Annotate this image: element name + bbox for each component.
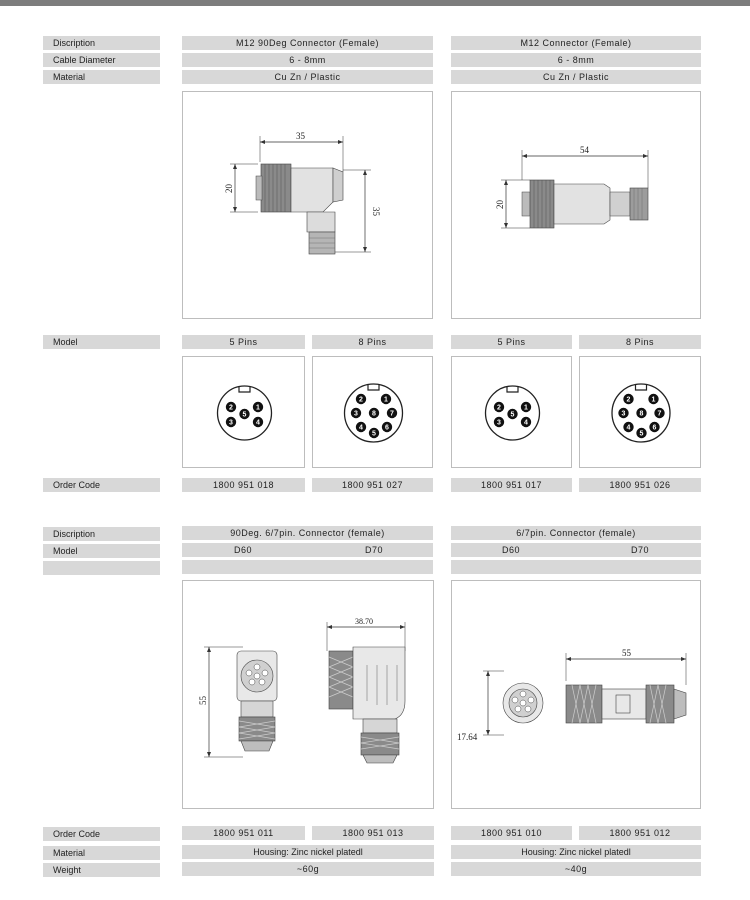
model-d60-right: D60 xyxy=(502,545,521,555)
svg-text:7: 7 xyxy=(657,410,662,418)
order-code-2: 1800 951 027 xyxy=(312,478,433,492)
material-left-2: Housing: Zinc nickel platedl xyxy=(182,845,434,859)
dim-width-label-3: 55 xyxy=(622,648,631,658)
pin-diagram-5-left xyxy=(182,356,305,468)
dim-height-label: 20 xyxy=(495,200,505,209)
cable-diameter-right: 6 - 8mm xyxy=(451,53,701,67)
svg-text:2: 2 xyxy=(497,404,501,412)
dim-width-label: 35 xyxy=(296,131,305,141)
order-code-8: 1800 951 012 xyxy=(579,826,701,840)
weight-right: ~40g xyxy=(451,862,701,876)
pin-diagram-8-right xyxy=(579,356,701,468)
svg-text:6: 6 xyxy=(385,424,389,432)
svg-text:1: 1 xyxy=(256,404,260,412)
svg-text:5: 5 xyxy=(372,430,376,438)
dim-width-label-2: 38.70 xyxy=(355,617,373,626)
material-right-2: Housing: Zinc nickel platedl xyxy=(451,845,701,859)
svg-text:4: 4 xyxy=(359,424,363,432)
dim-width-label: 54 xyxy=(580,145,589,155)
svg-text:4: 4 xyxy=(256,419,260,427)
model-5pins-right: 5 Pins xyxy=(451,335,572,349)
m12-90deg-drawing xyxy=(182,91,433,319)
svg-text:1: 1 xyxy=(651,396,656,404)
order-code-label-2: Order Code xyxy=(43,827,160,841)
cable-diameter-left: 6 - 8mm xyxy=(182,53,433,67)
discription-label-2: Discription xyxy=(43,527,160,541)
material-left: Cu Zn / Plastic xyxy=(182,70,433,84)
svg-text:2: 2 xyxy=(229,404,233,412)
svg-text:5: 5 xyxy=(242,411,247,419)
svg-text:5: 5 xyxy=(639,430,644,438)
svg-text:3: 3 xyxy=(229,419,233,427)
model-label-2: Model xyxy=(43,544,160,558)
model-d60-left: D60 xyxy=(234,545,253,555)
model-8pins-left: 8 Pins xyxy=(312,335,433,349)
dim-side-label: 35 xyxy=(371,207,381,216)
svg-text:5: 5 xyxy=(510,411,515,419)
svg-text:8: 8 xyxy=(639,410,644,418)
discription-right: M12 Connector (Female) xyxy=(451,36,701,50)
model-d70-right: D70 xyxy=(631,545,650,555)
material-label-2: Material xyxy=(43,846,160,860)
model-label: Model xyxy=(43,335,160,349)
discription-right-2: 6/7pin. Connector (female) xyxy=(451,526,701,540)
blank-left xyxy=(182,560,433,574)
model-8pins-right: 8 Pins xyxy=(579,335,701,349)
svg-text:2: 2 xyxy=(626,396,631,404)
order-code-7: 1800 951 010 xyxy=(451,826,572,840)
order-code-1: 1800 951 018 xyxy=(182,478,305,492)
dim-height-label: 20 xyxy=(224,184,234,193)
svg-text:4: 4 xyxy=(626,424,631,432)
order-code-4: 1800 951 026 xyxy=(579,478,701,492)
model-d70-left: D70 xyxy=(365,545,384,555)
svg-text:6: 6 xyxy=(652,424,657,432)
model-row-right xyxy=(451,543,701,557)
dim-height-label-2: 55 xyxy=(198,696,208,705)
order-code-5: 1800 951 011 xyxy=(182,826,305,840)
m12-straight-drawing xyxy=(451,91,701,319)
top-bar xyxy=(0,0,750,6)
svg-text:2: 2 xyxy=(359,396,363,404)
pin-diagram-5-right xyxy=(451,356,572,468)
svg-text:3: 3 xyxy=(497,419,501,427)
d-series-90deg-drawing xyxy=(182,580,434,809)
material-right: Cu Zn / Plastic xyxy=(451,70,701,84)
model-row-left xyxy=(182,543,433,557)
svg-text:3: 3 xyxy=(354,410,358,418)
svg-text:7: 7 xyxy=(390,410,394,418)
weight-label: Weight xyxy=(43,863,160,877)
cable-diameter-label: Cable Diameter xyxy=(43,53,160,67)
discription-left-2: 90Deg. 6/7pin. Connector (female) xyxy=(182,526,433,540)
blank-label xyxy=(43,561,160,575)
material-label: Material xyxy=(43,70,160,84)
svg-text:1: 1 xyxy=(384,396,388,404)
pin-diagram-8-left xyxy=(312,356,433,468)
d-series-straight-drawing xyxy=(451,580,701,809)
discription-left: M12 90Deg Connector (Female) xyxy=(182,36,433,50)
blank-right xyxy=(451,560,701,574)
discription-label: Discription xyxy=(43,36,160,50)
weight-left: ~60g xyxy=(182,862,434,876)
order-code-label: Order Code xyxy=(43,478,160,492)
order-code-6: 1800 951 013 xyxy=(312,826,434,840)
dim-height-label-3: 17.64 xyxy=(457,732,478,742)
svg-text:3: 3 xyxy=(621,410,626,418)
svg-text:8: 8 xyxy=(372,410,376,418)
order-code-3: 1800 951 017 xyxy=(451,478,572,492)
model-5pins-left: 5 Pins xyxy=(182,335,305,349)
svg-text:1: 1 xyxy=(524,404,528,412)
svg-text:4: 4 xyxy=(524,419,528,427)
